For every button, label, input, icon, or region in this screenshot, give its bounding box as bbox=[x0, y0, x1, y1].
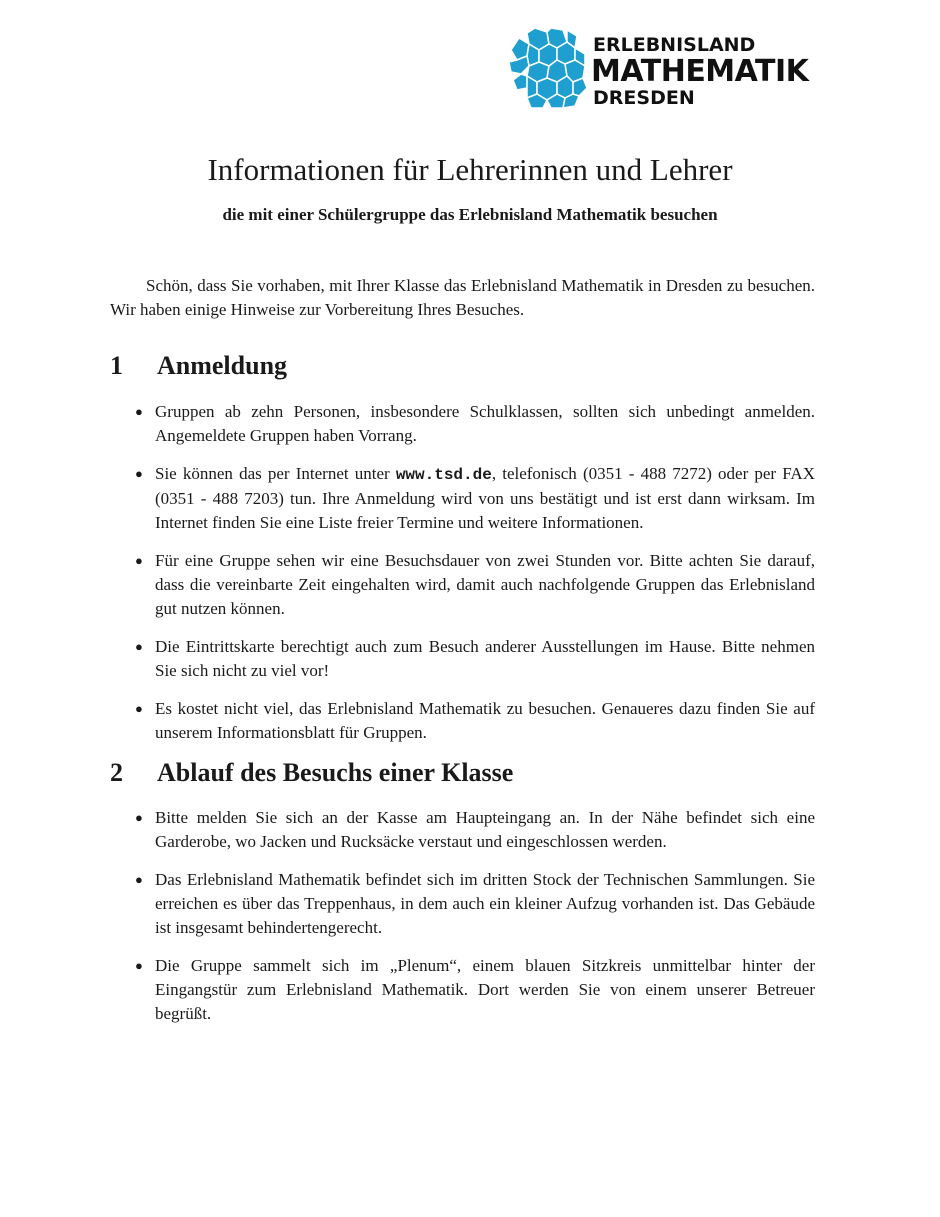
bullet-icon: ● bbox=[135, 466, 143, 481]
list-item bbox=[135, 462, 815, 535]
bullet-icon: ● bbox=[135, 639, 143, 654]
website-link[interactable]: www.tsd.de bbox=[395, 466, 492, 484]
section-2-list bbox=[135, 806, 815, 1026]
section-title: Anmeldung bbox=[157, 351, 288, 380]
bullet-icon: ● bbox=[135, 810, 143, 825]
bullet-icon: ● bbox=[135, 958, 143, 973]
list-item bbox=[135, 549, 815, 621]
logo bbox=[505, 24, 815, 112]
logo-line-2: MATHEMATIK bbox=[591, 54, 809, 89]
list-item-text: Für eine Gruppe sehen wir eine Besuchsdauer von zwei Stunden vor. Bitte achten Sie darauf, dass die vereinbarte Zeit eingehalten wird, damit auch nachfolgende Gruppen das Erlebnisland gut nutzen können. bbox=[155, 551, 815, 618]
list-item bbox=[135, 806, 815, 854]
list-item-text: Das Erlebnisland Mathematik befindet sich im dritten Stock der Technischen Sammlungen. Sie erreichen es über das Treppenhaus, in dem auch ein kleiner Aufzug vorhanden ist. Das Gebäude ist insgesamt behindertengerecht. bbox=[155, 870, 815, 937]
list-item-text: Gruppen ab zehn Personen, insbesondere Schulklassen, sollten sich unbedingt anmelden. Angemeldete Gruppen haben Vorrang. bbox=[155, 402, 815, 445]
section-heading-ablauf bbox=[110, 758, 513, 788]
list-item bbox=[135, 697, 815, 745]
bullet-icon: ● bbox=[135, 553, 143, 568]
section-heading-anmeldung bbox=[110, 351, 287, 381]
bullet-icon: ● bbox=[135, 872, 143, 887]
page-title: Informationen für Lehrerinnen und Lehrer bbox=[207, 152, 733, 187]
logo-line-3: DRESDEN bbox=[593, 87, 695, 109]
logo-line-1: ERLEBNISLAND bbox=[593, 34, 756, 56]
section-1-list bbox=[135, 400, 815, 745]
list-item bbox=[135, 954, 815, 1026]
list-item-text: Es kostet nicht viel, das Erlebnisland Mathematik zu besuchen. Genaueres dazu finden Sie auf unserem Informationsblatt für Gruppen. bbox=[155, 699, 815, 742]
list-item-text: Die Eintrittskarte berechtigt auch zum Besuch anderer Ausstellungen im Hause. Bitte nehmen Sie sich nicht zu viel vor! bbox=[155, 637, 815, 680]
page-subtitle: die mit einer Schülergruppe das Erlebnisland Mathematik besuchen bbox=[222, 205, 718, 224]
list-item bbox=[135, 868, 815, 940]
section-title: Ablauf des Besuchs einer Klasse bbox=[157, 758, 514, 787]
list-item-text: Bitte melden Sie sich an der Kasse am Haupteingang an. In der Nähe befindet sich eine Garderobe, wo Jacken und Rucksäcke verstaut und eingeschlossen werden. bbox=[155, 808, 815, 851]
list-item-text-after: , telefonisch (0351 - 488 7272) oder per FAX (0351 - 488 7203) tun. Ihre Anmeldung wird von uns bestätigt und ist erst dann wirksam. Im Internet finden Sie eine Liste freier Termine und weitere Informationen. bbox=[155, 464, 815, 532]
section-number: 1 bbox=[110, 351, 123, 380]
intro-paragraph: Schön, dass Sie vorhaben, mit Ihrer Klasse das Erlebnisland Mathematik in Dresden zu besuchen. Wir haben einige Hinweise zur Vorbereitung Ihres Besuches. bbox=[110, 276, 815, 319]
section-number: 2 bbox=[110, 758, 123, 787]
list-item bbox=[135, 635, 815, 683]
list-item bbox=[135, 400, 815, 448]
list-item-text-before: Sie können das per Internet unter bbox=[155, 464, 396, 483]
bullet-icon: ● bbox=[135, 404, 143, 419]
polyhedron-logo-icon bbox=[505, 24, 593, 112]
list-item-text: Die Gruppe sammelt sich im „Plenum“, einem blauen Sitzkreis unmittelbar hinter der Eingangstür zum Erlebnisland Mathematik. Dort werden Sie von einem unserer Betreuer begrüßt. bbox=[155, 956, 815, 1023]
bullet-icon: ● bbox=[135, 701, 143, 716]
